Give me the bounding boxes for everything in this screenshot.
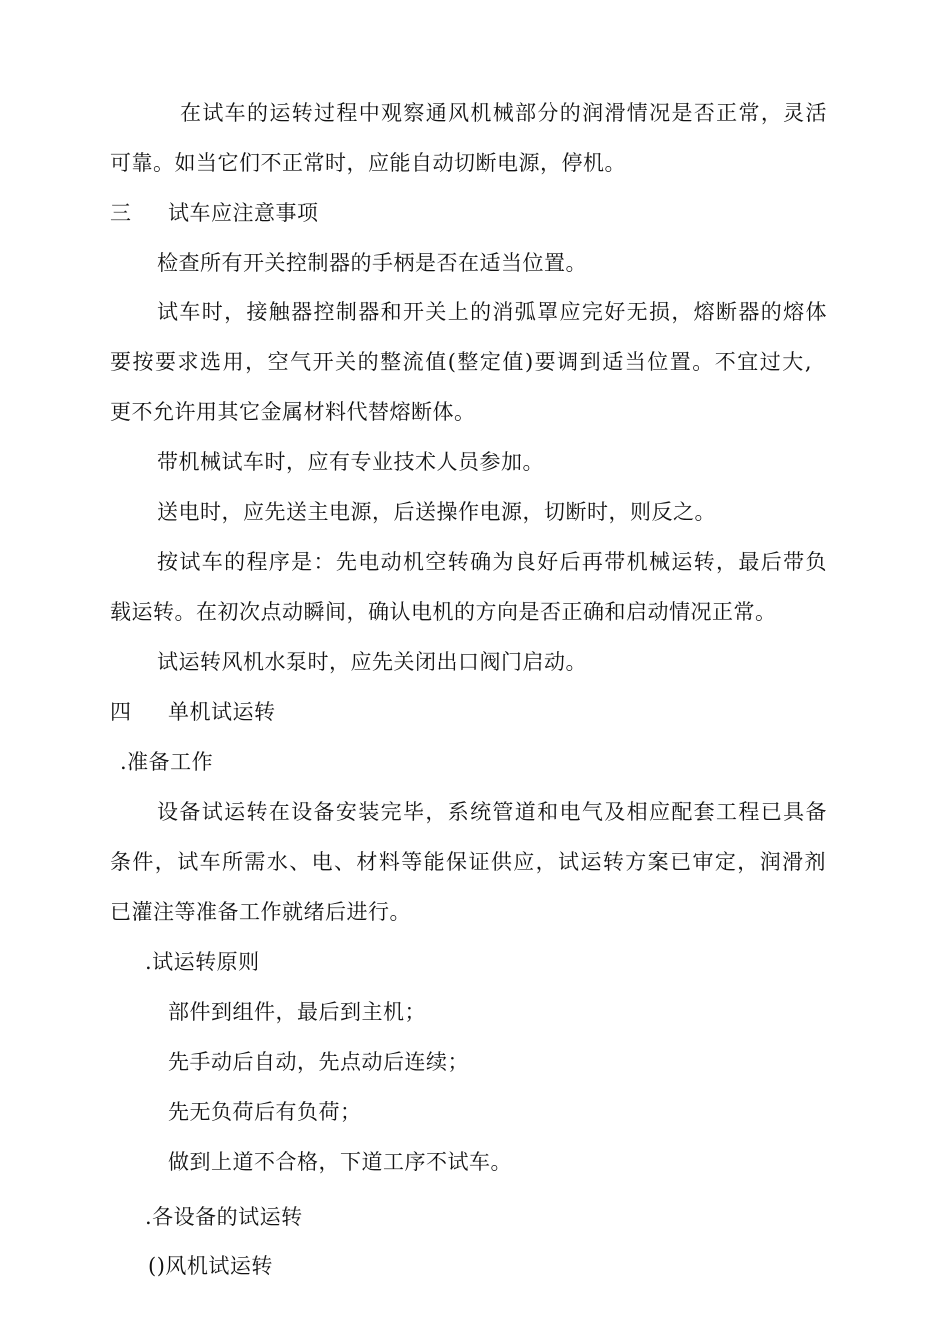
paragraph-line: 试运转风机水泵时，应先关闭出口阀门启动。 (157, 650, 587, 674)
section-heading (110, 198, 319, 228)
paragraph-line: 已灌注等准备工作就绪后进行。 (110, 900, 411, 924)
paragraph-line: 按试车的程序是：先电动机空转确为良好后再带机械运转，最后带负 (157, 550, 827, 574)
section-number: 四 (110, 700, 132, 724)
subsection-heading: ()风机试运转 (148, 1254, 273, 1278)
paragraph-line: 带机械试车时，应有专业技术人员参加。 (157, 450, 544, 474)
section-heading (110, 697, 276, 727)
paragraph-line: 送电时，应先送主电源，后送操作电源，切断时，则反之。 (157, 500, 716, 524)
paragraph-line: 要按要求选用，空气开关的整流值(整定值)要调到适当位置。不宜过大, (110, 350, 812, 374)
list-item: 部件到组件，最后到主机； (168, 1000, 426, 1024)
paragraph-line: 载运转。在初次点动瞬间，确认电机的方向是否正确和启动情况正常。 (110, 600, 777, 624)
list-item: 先无负荷后有负荷； (168, 1100, 362, 1124)
paragraph-line: 检查所有开关控制器的手柄是否在适当位置。 (157, 251, 587, 275)
section-title: 试车应注意事项 (168, 201, 319, 225)
list-item: 先手动后自动，先点动后连续； (168, 1050, 469, 1074)
subsection-heading: .各设备的试运转 (145, 1205, 303, 1229)
paragraph-line: 可靠。如当它们不正常时，应能自动切断电源，停机。 (110, 151, 626, 175)
paragraph-line: 试车时，接触器控制器和开关上的消弧罩应完好无损，熔断器的熔体 (157, 300, 827, 324)
subsection-heading: .试运转原则 (145, 950, 260, 974)
section-title: 单机试运转 (168, 700, 276, 724)
section-number: 三 (110, 201, 132, 225)
list-item: 做到上道不合格，下道工序不试车。 (168, 1150, 512, 1174)
paragraph-line: 设备试运转在设备安装完毕，系统管道和电气及相应配套工程已具备 (157, 800, 827, 824)
paragraph-line: 更不允许用其它金属材料代替熔断体。 (110, 400, 476, 424)
paragraph-line: 条件，试车所需水、电、材料等能保证供应，试运转方案已审定，润滑剂 (110, 850, 826, 874)
subsection-heading: .准备工作 (120, 750, 214, 774)
paragraph-line: 在试车的运转过程中观察通风机械部分的润滑情况是否正常，灵活 (180, 101, 827, 125)
